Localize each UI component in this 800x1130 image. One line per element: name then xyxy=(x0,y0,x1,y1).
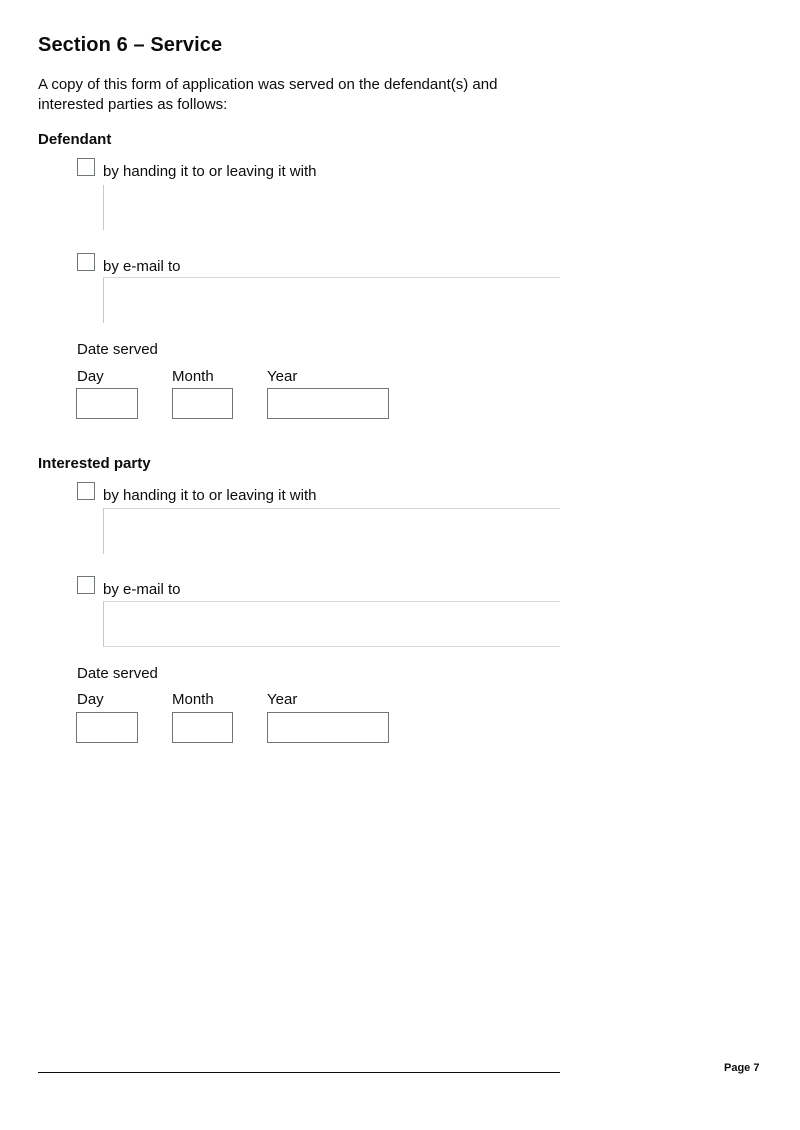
interested-party-year-input[interactable] xyxy=(267,712,389,743)
defendant-hand-textarea[interactable] xyxy=(103,185,560,230)
defendant-email-checkbox[interactable] xyxy=(77,253,95,271)
defendant-year-input[interactable] xyxy=(267,388,389,419)
footer-divider xyxy=(38,1072,560,1073)
defendant-email-textarea[interactable] xyxy=(103,277,560,323)
defendant-hand-label: by handing it to or leaving it with xyxy=(103,163,317,180)
interested-party-email-checkbox[interactable] xyxy=(77,576,95,594)
defendant-year-label: Year xyxy=(267,368,298,385)
interested-party-month-label: Month xyxy=(172,691,214,708)
interested-party-date-label: Date served xyxy=(77,665,158,682)
defendant-email-label: by e-mail to xyxy=(103,258,181,275)
interested-party-email-textarea[interactable] xyxy=(103,601,560,647)
interested-party-email-label: by e-mail to xyxy=(103,581,181,598)
interested-party-day-input[interactable] xyxy=(76,712,138,743)
section-intro: A copy of this form of application was served on the defendant(s) and interested parties as follows: xyxy=(38,76,498,113)
defendant-hand-checkbox[interactable] xyxy=(77,158,95,176)
defendant-heading: Defendant xyxy=(38,131,112,148)
page-number: Page 7 xyxy=(724,1062,760,1074)
defendant-date-label: Date served xyxy=(77,341,158,358)
section-title: Section 6 – Service xyxy=(38,34,223,56)
defendant-day-label: Day xyxy=(77,368,104,385)
interested-party-hand-textarea[interactable] xyxy=(103,508,560,554)
interested-party-month-input[interactable] xyxy=(172,712,233,743)
defendant-month-input[interactable] xyxy=(172,388,233,419)
interested-party-hand-checkbox[interactable] xyxy=(77,482,95,500)
defendant-month-label: Month xyxy=(172,368,214,385)
interested-party-heading: Interested party xyxy=(38,455,151,472)
defendant-day-input[interactable] xyxy=(76,388,138,419)
interested-party-year-label: Year xyxy=(267,691,298,708)
interested-party-day-label: Day xyxy=(77,691,104,708)
interested-party-hand-label: by handing it to or leaving it with xyxy=(103,487,317,504)
